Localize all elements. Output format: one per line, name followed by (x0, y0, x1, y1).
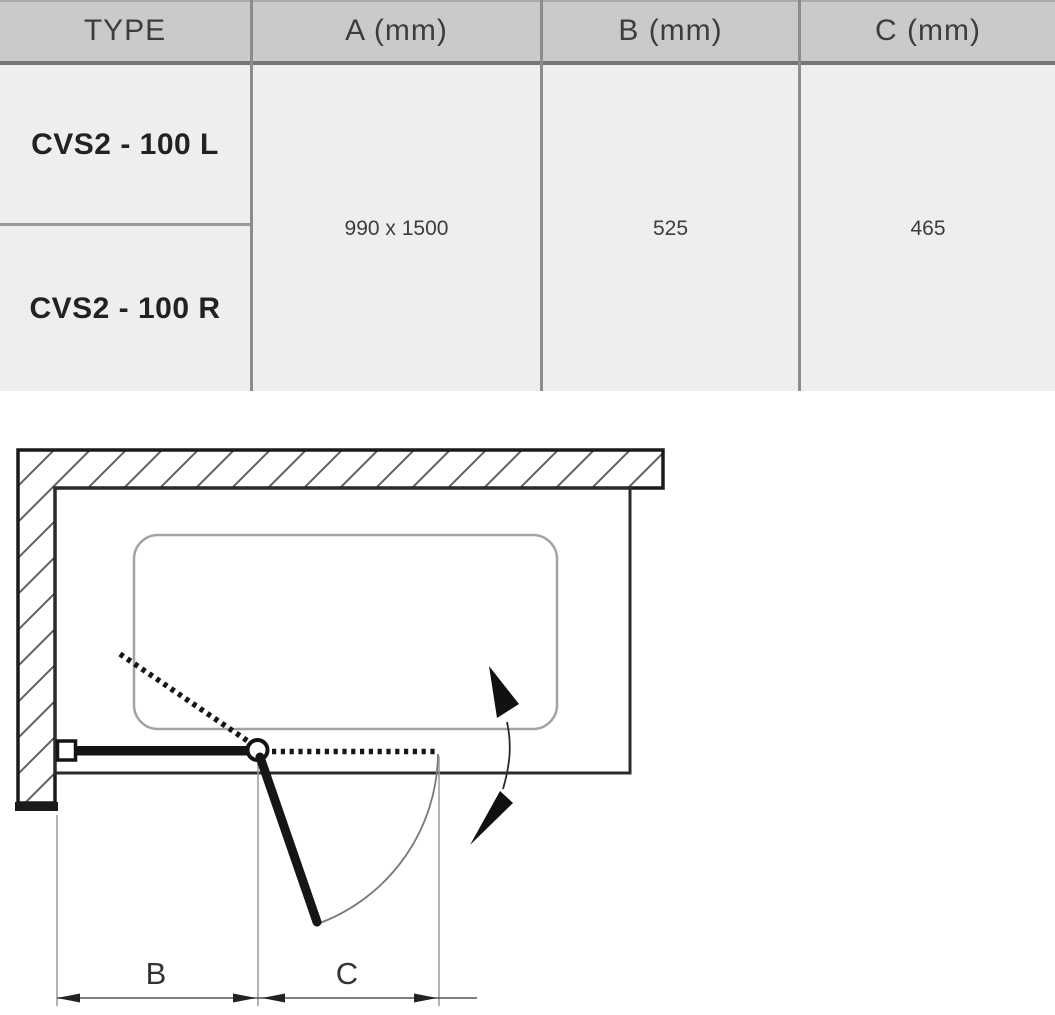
value-a: 990 x 1500 (344, 216, 449, 240)
door-swing-arc (320, 754, 438, 923)
spec-table (0, 0, 1055, 391)
door-open-panel (260, 757, 317, 922)
door-inward-position-dotted (120, 654, 252, 744)
dimension-label-b: B (145, 956, 167, 991)
header-b-mm: B (mm) (618, 14, 723, 47)
arrowhead-b-right (233, 994, 256, 1003)
value-b: 525 (652, 216, 689, 240)
header-a-mm: A (mm) (345, 14, 448, 47)
type-cell-cvs2-100-r: CVS2 - 100 R (29, 291, 221, 325)
diagram-svg (0, 430, 1055, 1010)
swing-arrow-down-icon (470, 791, 513, 845)
header-type: TYPE (83, 14, 167, 47)
fixed-panel-bar (74, 746, 252, 756)
wall-end-cap (15, 802, 58, 811)
type-cell-cvs2-100-l: CVS2 - 100 L (31, 127, 219, 161)
header-c-mm: C (mm) (875, 14, 981, 47)
arrowhead-c-right (414, 994, 437, 1003)
installation-diagram (0, 430, 1055, 1010)
swing-direction-arrow (470, 666, 519, 845)
dimension-label-c: C (335, 956, 359, 991)
wall-bracket (58, 741, 76, 760)
arrowhead-c-left (262, 994, 285, 1003)
bathtub-inner-basin (134, 535, 557, 729)
swing-arrow-arc (503, 722, 510, 789)
arrowhead-b-left (57, 994, 80, 1003)
swing-arrow-up-icon (489, 666, 519, 718)
value-c: 465 (910, 216, 946, 240)
